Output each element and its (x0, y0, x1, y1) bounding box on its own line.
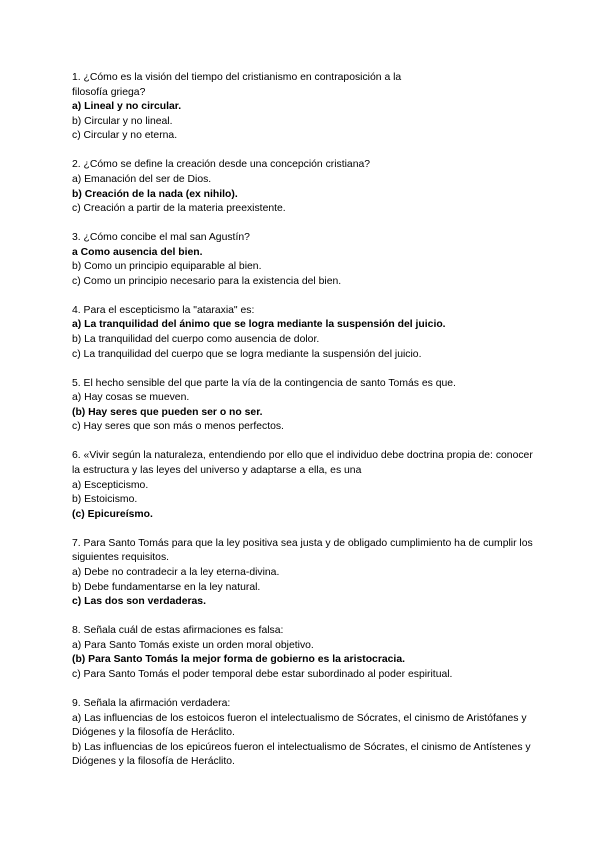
question-7 (72, 537, 542, 610)
question-2 (72, 158, 542, 216)
answer-option: b) Como un principio equiparable al bien. (72, 261, 262, 273)
question-8 (72, 624, 542, 682)
answer-option: a) Para Santo Tomás existe un orden moral objetivo. (72, 639, 314, 651)
answer-option: c) Hay seres que son más o menos perfectos. (72, 421, 284, 433)
question-text: 6. «Vivir según la naturaleza, entendiendo por ello que el individuo debe doctrina propia de: conocer la estructura y las leyes del universo y adaptarse a ella, es una (72, 450, 533, 477)
answer-option: c) La tranquilidad del cuerpo que se logra mediante la suspensión del juicio. (72, 348, 422, 360)
question-text: 8. Señala cuál de estas afirmaciones es falsa: (72, 625, 284, 637)
answer-option: a Como ausencia del bien. (72, 246, 203, 258)
question-text: 5. El hecho sensible del que parte la vía de la contingencia de santo Tomás es que. (72, 377, 456, 389)
question-5 (72, 377, 542, 435)
answer-option: a) Emanación del ser de Dios. (72, 173, 212, 185)
question-1 (72, 71, 542, 144)
question-text: 1. ¿Cómo es la visión del tiempo del cristianismo en contraposición a la filosofía griega? (72, 72, 402, 98)
answer-option: (c) Epicureísmo. (72, 508, 153, 520)
answer-option: (b) Hay seres que pueden ser o no ser. (72, 406, 263, 418)
answer-option: c) Las dos son verdaderas. (72, 596, 206, 608)
answer-option: b) Debe fundamentarse en la ley natural. (72, 581, 261, 593)
answer-option: b) Estoicismo. (72, 494, 138, 506)
answer-option: a) Hay cosas se mueven. (72, 392, 190, 404)
answer-option: c) Circular y no eterna. (72, 130, 178, 142)
answer-option: a) Las influencias de los estoicos fueron el intelectualismo de Sócrates, el cinismo de Aristófanes y Diógenes y la filosofía de Heráclito. (72, 712, 527, 739)
question-3 (72, 231, 542, 289)
question-text: 9. Señala la afirmación verdadera: (72, 697, 231, 709)
answer-option: a) Debe no contradecir a la ley eterna-divina. (72, 566, 280, 578)
question-9 (72, 697, 542, 770)
question-text: 3. ¿Cómo concibe el mal san Agustín? (72, 232, 250, 244)
question-text: 4. Para el escepticismo la "ataraxia" es: (72, 304, 255, 316)
question-4 (72, 304, 542, 362)
answer-option: a) Lineal y no circular. (72, 101, 182, 113)
answer-option: c) Para Santo Tomás el poder temporal debe estar subordinado al poder espiritual. (72, 668, 453, 680)
question-text: 7. Para Santo Tomás para que la ley positiva sea justa y de obligado cumplimiento ha de cumplir los siguientes requisitos. (72, 537, 533, 564)
answer-option: a) La tranquilidad del ánimo que se logra mediante la suspensión del juicio. (72, 319, 446, 331)
answer-option: (b) Para Santo Tomás la mejor forma de gobierno es la aristocracia. (72, 654, 405, 666)
quiz-content (72, 71, 542, 784)
answer-option: b) La tranquilidad del cuerpo como ausencia de dolor. (72, 334, 320, 346)
question-text: 2. ¿Cómo se define la creación desde una concepción cristiana? (72, 159, 371, 171)
answer-option: b) Circular y no lineal. (72, 115, 173, 127)
answer-option: c) Como un principio necesario para la existencia del bien. (72, 275, 342, 287)
answer-option: b) Las influencias de los epicúreos fueron el intelectualismo de Sócrates, el cinismo de Antístenes y Diógenes y la filosofía de Heráclito. (72, 741, 531, 768)
answer-option: b) Creación de la nada (ex nihilo). (72, 188, 238, 200)
answer-option: c) Creación a partir de la materia preexistente. (72, 203, 286, 215)
answer-option: a) Escepticismo. (72, 479, 149, 491)
question-6 (72, 449, 542, 522)
